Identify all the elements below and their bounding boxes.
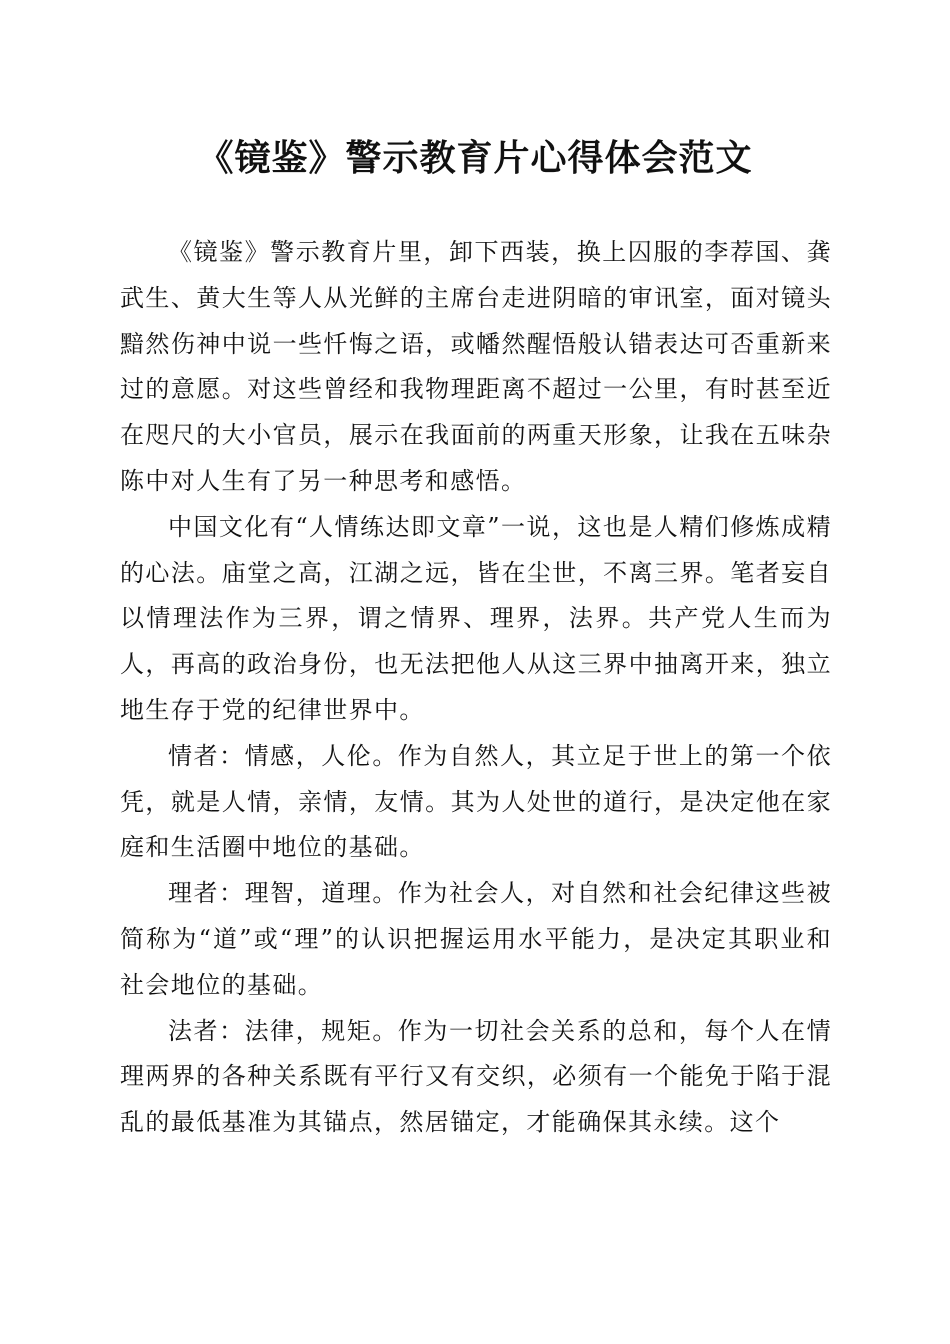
document-body xyxy=(120,230,832,1146)
paragraph-culture: 中国文化有“人情练达即文章”一说，这也是人精们修炼成精的心法。庙堂之高，江湖之远，皆在尘世，不离三界。笔者妄自以情理法作为三界，谓之情界、理界，法界。共产党人生而为人，再高的政治身份，也无法把他人从这三界中抽离开来，独立地生存于党的纪律世界中。 xyxy=(120,512,832,724)
paragraph-reason: 理者：理智，道理。作为社会人，对自然和社会纪律这些被简称为“道”或“理”的认识把握运用水平能力，是决定其职业和社会地位的基础。 xyxy=(120,879,832,999)
paragraph-law: 法者：法律，规矩。作为一切社会关系的总和，每个人在情理两界的各种关系既有平行又有交织，必须有一个能免于陷于混乱的最低基准为其锚点，然居锚定，才能确保其永续。这个 xyxy=(120,1016,832,1137)
paragraph-emotion: 情者：情感，人伦。作为自然人，其立足于世上的第一个依凭，就是人情，亲情，友情。其为人处世的道行，是决定他在家庭和生活圈中地位的基础。 xyxy=(120,741,832,862)
paragraph-intro: 《镜鉴》警示教育片里，卸下西装，换上囚服的李荐国、龚武生、黄大生等人从光鲜的主席台走进阴暗的审讯室，面对镜头黯然伤神中说一些忏悔之语，或幡然醒悟般认错表达可否重新来过的意愿。对这些曾经和我物理距离不超过一公里，有时甚至近在咫尺的大小官员，展示在我面前的两重天形象，让我在五味杂陈中对人生有了另一种思考和感悟。 xyxy=(120,238,832,495)
document-title: 《镜鉴》警示教育片心得体会范文 xyxy=(197,137,753,179)
